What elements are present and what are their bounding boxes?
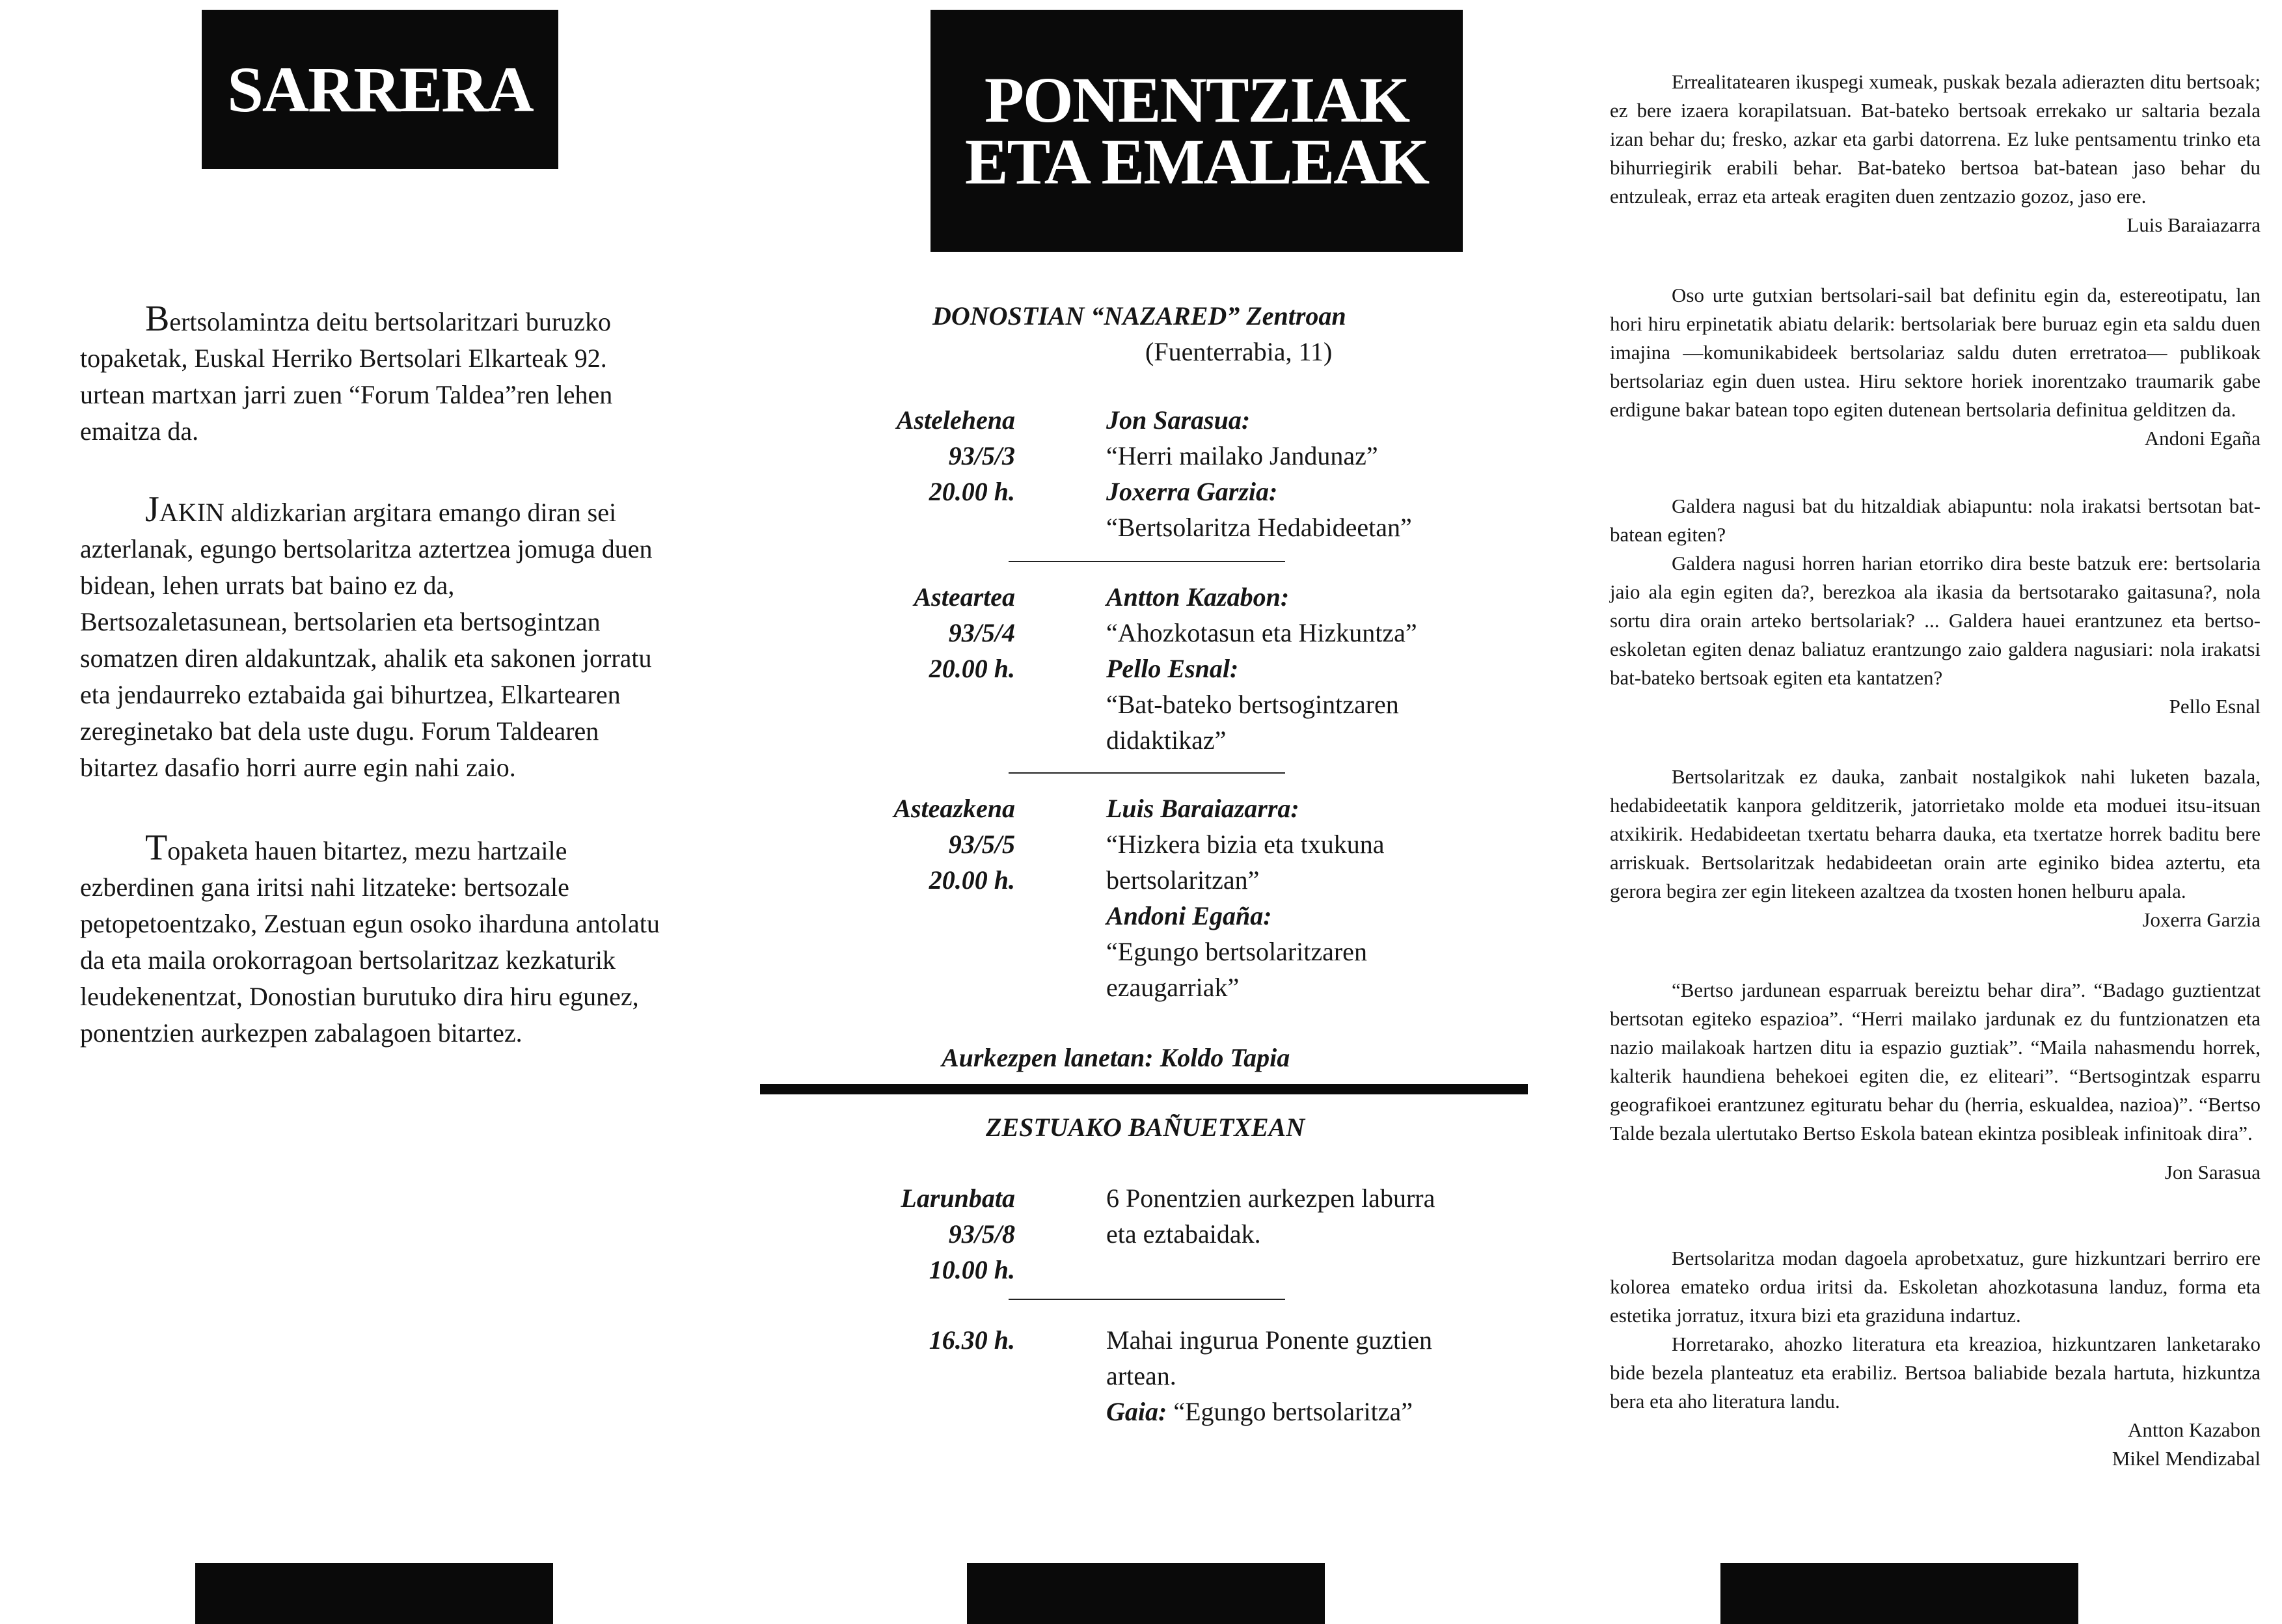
quote-author: Pello Esnal [2169,695,2261,718]
intro-paragraph-2 [80,491,666,786]
session-divider [1009,1299,1285,1300]
session-time: 16.30 h. [929,1325,1015,1355]
paragraph-text: opaketa hauen bitartez, mezu hartzaile ezberdinen gana iritsi nahi litzateke: bertsozale petopetoentzako, Zestuan egun osoko iharduna antolatu da eta maila orokorragoan bertsolaritzaz kezkaturik leudekenentzat, Donostian burutuko dira hiru egunez, ponentzien aurkezpen zabalagoen bitartez. [80,836,660,1048]
quote-author: Joxerra Garzia [2142,908,2261,931]
talk-title: “Bat-bateko bertsogintzaren didaktikaz” [1106,690,1399,755]
saturday-text: 6 Ponentzien aurkezpen laburra eta eztabaidak. [1106,1184,1435,1249]
session-date: 93/5/8 [948,1219,1015,1249]
quote-text: Errealitatearen ikuspegi xumeak, puskak bezala adierazten ditu bertsoak; ez bere izaera korapilatsuan. Bat-bateko bertsoak errekako ur saltaria bezala izan behar du; fresko, azkar eta garbi datorrena. Ez luke pentsamentu trinko eta bihurriegirik erabili behar. Bat-bateko bertsoa bat-batean jaso behar du entzuleak, erraz eta arteak eragiten duen zentzazio gozoz, jaso ere. [1610,70,2261,208]
sarrera-banner [202,10,558,169]
saturday-description [1106,1180,1445,1252]
quote-author: Antton Kazabon [2127,1418,2261,1441]
quote-text: Horretarako, ahozko literatura eta kreazioa, hizkuntzaren lanketarako bide bezela planteatuz eta erabiliz. Bertsoa baliabide bezala hartuta, hizkuntza bera eta aho literatura landu. [1610,1333,2261,1413]
session-time: 20.00 h. [929,477,1015,506]
afternoon-text: Mahai ingurua Ponente guztien artean. [1106,1325,1432,1390]
speaker-name: Antton Kazabon: [1106,582,1290,612]
session-time: 20.00 h. [929,865,1015,895]
session-time: 20.00 h. [929,654,1015,683]
quote-text: Bertsolaritzak ez dauka, zanbait nostalgikok nahi luketen bazala, hedabideetatik kanpora gelditzerik, jatorrietako molde eta moduei itsu-itsuan atxikirik. Hedabideetan txertatu beharra dauka, eta txertatze horrek baditu bere arriskuak. Bertsolaritzak hedabideetan orain arte eginiko bidea aztertu, eta gerora begira zer egin litekeen azaltzea da txosten honen helburu apala. [1610,765,2261,902]
ponentziak-title-line-2: ETA EMALEAK [964,126,1429,198]
session-talks [1106,402,1471,545]
session-day: Larunbata [901,1184,1015,1213]
session-day-block [735,579,1015,686]
theme-title: “Egungo bertsolaritza” [1173,1397,1413,1426]
quote-egana [1610,281,2261,453]
talk-title: “Hizkera bizia eta txukuna bertsolaritzan” [1106,830,1385,895]
bottom-black-bar [1720,1563,2078,1624]
bottom-black-bar [195,1563,553,1624]
session-divider [1009,772,1285,774]
theme-label: Gaia: [1106,1397,1167,1426]
paragraph-initial: T [145,828,168,868]
venue-zestoa: ZESTUAKO BAÑUETXEAN [986,1113,1305,1142]
quote-text: Galdera nagusi horren harian etorriko dira beste batzuk ere: bertsolaria jaio ala egin egiten da?, berezkoa ala ikasia da bertsotarako gaitasuna?, nola sortu dira orain arteko bertsolariak? ... Galdera hauei erantzunez eta bertso-eskoletan egiten denaz baliatuz erantzungo zaio galdera nagusiari: nola irakatsi bat-bateko bertsoak egiten eta kantatzen? [1610,552,2261,689]
afternoon-theme [1106,1394,1471,1429]
quote-author: Luis Baraiazarra [2126,213,2261,236]
afternoon-description [1106,1322,1471,1429]
session-day: Asteazkena [893,794,1015,823]
column-sarrera [0,0,735,1624]
venue-donostia-address: (Fuenterrabia, 11) [1145,337,1333,366]
quote-kazabon-mendizabal [1610,1244,2261,1473]
session-divider [1009,561,1285,562]
column-quotes [1555,0,2282,1624]
session-date: 93/5/3 [948,441,1015,470]
session-time: 10.00 h. [929,1255,1015,1284]
saturday-day-block [735,1180,1015,1288]
speaker-name: Andoni Egaña: [1106,901,1272,930]
intro-paragraph-3 [80,830,666,1051]
quote-text: “Bertso jardunean esparruak bereiztu behar dira”. “Badago guztientzat bertsotan egiteko espazioa”. “Herri mailako jardunak ez du funtzionatzen eta nazio mailakoak hartzen ditu ia espazio guztiak”. “Maila nahasmendu horrek, kalterik haundiena behekoei egiten die, ez eliteari”. “Bertsogintzak esparru geografikoei erantzunez egituratu behar du (herria, eskualdea, nazioa)”. “Bertso Talde bezala ulertutako Bertso Eskola batean ekintza posibleak infinitoak dira”. [1610,979,2261,1144]
quote-esnal [1610,492,2261,721]
ponentziak-banner [930,10,1463,252]
quote-sarasua [1610,976,2261,1187]
paragraph-initial: B [145,299,170,339]
speaker-name: Jon Sarasua: [1106,405,1251,435]
presenter-line: Aurkezpen lanetan: Koldo Tapia [942,1043,1290,1072]
session-day-block [735,791,1015,898]
bottom-black-bar [967,1563,1325,1624]
venue-donostia: DONOSTIAN “NAZARED” Zentroan [932,301,1346,331]
column-ponentziak [735,0,1555,1624]
session-day-block [735,402,1015,509]
quote-text: Galdera nagusi bat du hitzaldiak abiapuntu: nola irakatsi bertsotan bat-batean egiten? [1610,494,2261,546]
paragraph-initial: J [145,489,159,530]
session-day: Asteartea [914,582,1015,612]
talk-title: “Bertsolaritza Hedabideetan” [1106,513,1412,542]
afternoon-time-block [735,1322,1015,1358]
quote-text: Bertsolaritza modan dagoela aprobetxatuz, gure hizkuntzari berriro ere kolorea emateko ordua iritsi da. Eskoletan ahozkotasuna landuz, forma eta estetika jorratuz, itxura bizi eta graziduna indartuz. [1610,1247,2261,1327]
speaker-name: Joxerra Garzia: [1106,477,1278,506]
speaker-name: Luis Baraiazarra: [1106,794,1299,823]
session-date: 93/5/5 [948,830,1015,859]
session-date: 93/5/4 [948,618,1015,647]
session-talks [1106,579,1471,758]
talk-title: “Egungo bertsolaritzaren ezaugarriak” [1106,937,1367,1002]
quote-garzia [1610,763,2261,934]
quote-text: Oso urte gutxian bertsolari-sail bat definitu egin da, estereotipatu, lan hori hiru erpinetatik abiatu delarik: bertsolariak bere buruaz egin eta saldu duen imajina —komunikabideek bertsolariaz saldu duten erretratoa— publikoak bertsolariaz egin duen ustea. Hiru sektore horiek inorentzako traumarik gabe erdigune bakar batean topo egiten dutenean bertsolaria definitua gelditzen da. [1610,284,2261,421]
talk-title: “Herri mailako Jandunaz” [1106,441,1378,470]
quote-baraiazarra [1610,68,2261,239]
quote-author: Andoni Egaña [2144,427,2261,450]
sarrera-title: SARRERA [227,53,533,126]
paragraph-text: ertsolamintza deitu bertsolaritzari buruzko topaketak, Euskal Herriko Bertsolari Elkarteak 92. urtean martxan jarri zuen “Forum Taldea”ren lehen emaitza da. [80,307,613,446]
session-talks [1106,791,1471,1005]
speaker-name: Pello Esnal: [1106,654,1239,683]
ponentziak-title-line-1: PONENTZIAK [984,64,1409,136]
session-day: Astelehena [896,405,1015,435]
thick-divider [760,1084,1528,1094]
quote-author: Jon Sarasua [2164,1161,2261,1184]
talk-title: “Ahozkotasun eta Hizkuntza” [1106,618,1417,647]
intro-paragraph-1 [80,301,666,450]
paragraph-text: AKIN aldizkarian argitara emango diran sei azterlanak, egungo bertsolaritza aztertzea jomuga duen bidean, lehen urrats bat baino ez da, Bertsozaletasunean, bertsolarien eta bertsogintzan somatzen diren aldakuntzak, ahalik eta sakonen jorratu eta jendaurreko eztabaida gai bihurtzea, Elkartearen zereginetako bat dela uste dugu. Forum Taldearen bitartez dasafio horri aurre egin nahi zaio. [80,498,653,782]
quote-author: Mikel Mendizabal [2112,1447,2261,1470]
